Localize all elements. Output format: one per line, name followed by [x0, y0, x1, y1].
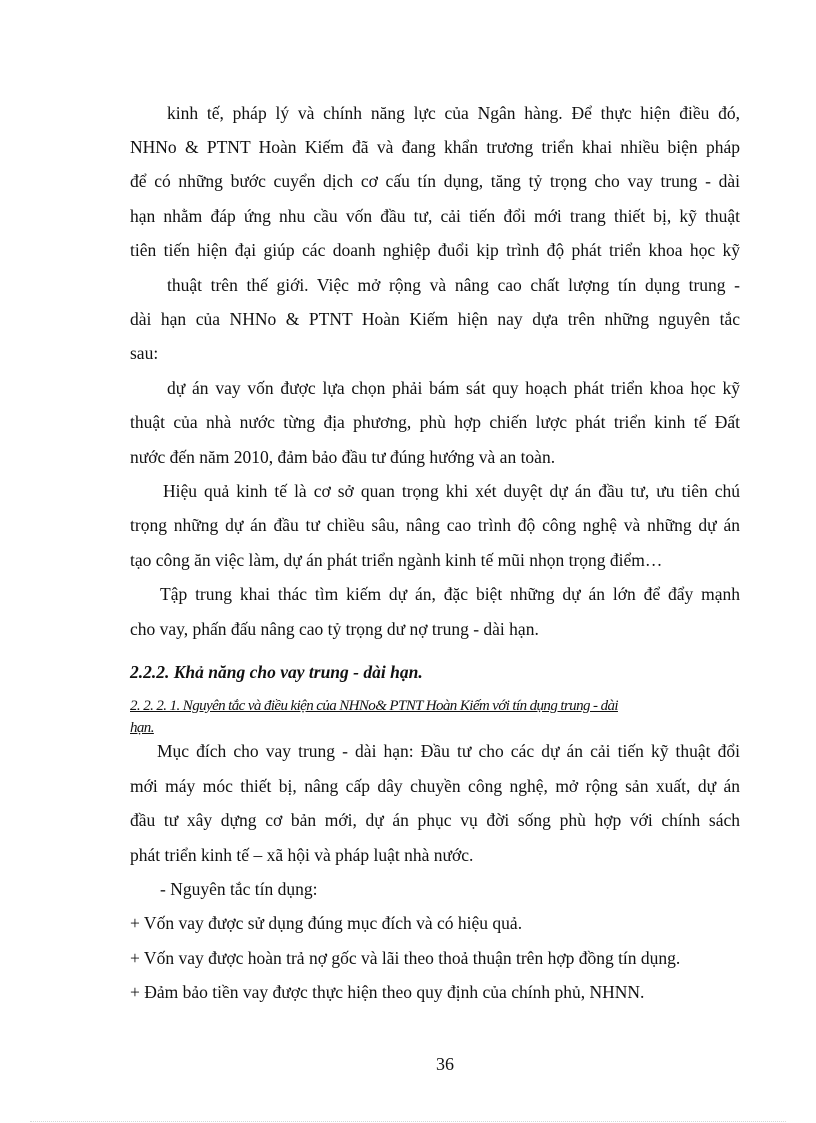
paragraph-line: dự án vay vốn được lựa chọn phải bám sát quy hoạch phát triển khoa học kỹ	[167, 378, 740, 398]
paragraph-line: trọng những dự án đầu tư chiều sâu, nâng cao trình độ công nghệ và những dự án	[130, 515, 740, 535]
paragraph-line: thuật của nhà nước từng địa phương, phù hợp chiến lược phát triển kinh tế Đất	[130, 412, 740, 432]
section-heading: 2.2.2. Khả năng cho vay trung - dài hạn.	[130, 662, 423, 682]
paragraph-line: Hiệu quả kinh tế là cơ sở quan trọng khi xét duyệt dự án đầu tư, ưu tiên chú	[163, 481, 740, 501]
paragraph-line: hạn nhằm đáp ứng nhu cầu vốn đầu tư, cải tiến đổi mới trang thiết bị, kỹ thuật	[130, 206, 740, 226]
paragraph-line: phát triển kinh tế – xã hội và pháp luật nhà nước.	[130, 845, 474, 865]
paragraph-line: sau:	[130, 343, 159, 363]
paragraph-line: NHNo & PTNT Hoàn Kiếm đã và đang khẩn trương triển khai nhiều biện pháp	[130, 137, 740, 157]
paragraph-line: đầu tư xây dựng cơ bản mới, dự án phục vụ đời sống phù hợp với chính sách	[130, 810, 740, 830]
paragraph-line: mới máy móc thiết bị, nâng cấp dây chuyền công nghệ, mở rộng sản xuất, dự án	[130, 776, 740, 796]
paragraph-line: nước đến năm 2010, đảm bảo đầu tư đúng hướng và an toàn.	[130, 447, 556, 467]
paragraph-line: dài hạn của NHNo & PTNT Hoàn Kiếm hiện nay dựa trên những nguyên tắc	[130, 309, 740, 329]
list-item: + Vốn vay được hoàn trả nợ gốc và lãi theo thoả thuận trên hợp đồng tín dụng.	[130, 948, 681, 968]
list-item: + Đảm bảo tiền vay được thực hiện theo quy định của chính phủ, NHNN.	[130, 982, 645, 1002]
paragraph-line: tiên tiến hiện đại giúp các doanh nghiệp đuổi kịp trình độ phát triển khoa học kỹ	[130, 240, 740, 260]
list-item: + Vốn vay được sử dụng đúng mục đích và có hiệu quả.	[130, 913, 523, 933]
subsection-heading-cont: hạn.	[130, 720, 154, 736]
list-heading: - Nguyên tắc tín dụng:	[160, 879, 318, 899]
paragraph-line: thuật trên thế giới. Việc mở rộng và nâng cao chất lượng tín dụng trung -	[167, 275, 740, 295]
paragraph-line: Tập trung khai thác tìm kiếm dự án, đặc biệt những dự án lớn để đẩy mạnh	[160, 584, 740, 604]
subsection-heading: 2. 2. 2. 1. Nguyên tắc và điều kiện của NHNo& PTNT Hoàn Kiếm với tín dụng trung - dài	[130, 698, 618, 714]
page-number: 36	[436, 1054, 454, 1074]
paragraph-line: để có những bước cuyển dịch cơ cấu tín dụng, tăng tỷ trọng cho vay trung - dài	[130, 171, 740, 191]
paragraph-line: tạo công ăn việc làm, dự án phát triển ngành kinh tế mũi nhọn trọng điểm…	[130, 550, 663, 570]
paragraph-line: Mục đích cho vay trung - dài hạn: Đầu tư cho các dự án cải tiến kỹ thuật đổi	[157, 741, 740, 761]
page-bottom-divider	[30, 1121, 786, 1122]
paragraph-line: cho vay, phấn đấu nâng cao tỷ trọng dư nợ trung - dài hạn.	[130, 619, 539, 639]
paragraph-line: kinh tế, pháp lý và chính năng lực của Ngân hàng. Để thực hiện điều đó,	[167, 103, 740, 123]
